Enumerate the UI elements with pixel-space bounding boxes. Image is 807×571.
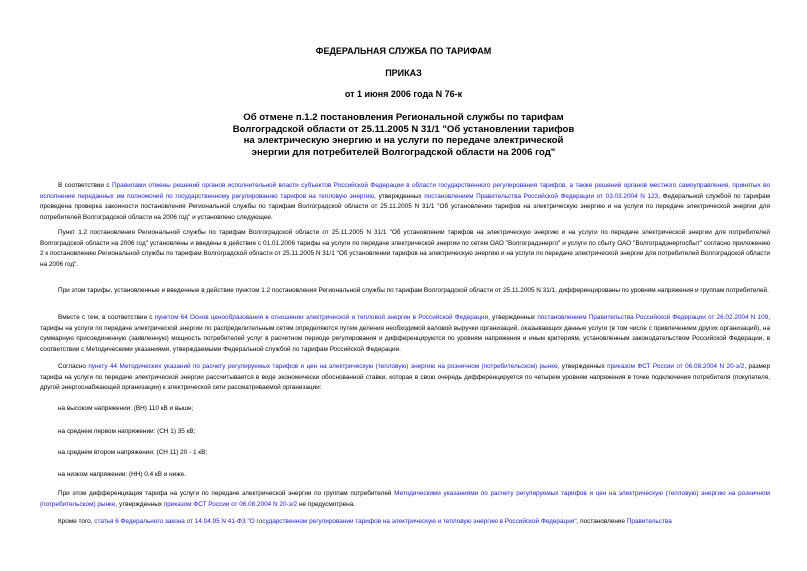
link-methodical-guidelines[interactable]: Методическими указаниями по расчету регулируемых тарифов и цен на электрическую (тепловую) энергию на розничном (потребительском) рынке [40,490,770,508]
link-federal-law-41fz-art6[interactable]: статья 6 Федерального закона от 14.04.95 N 41-ФЗ "О государственном регулировании тарифов на электрическую и тепловую энергию в Российской Федерации" [94,518,577,525]
paragraph-7: Кроме того, статья 6 Федерального закона от 14.04.95 N 41-ФЗ "О государственном регулировании тарифов на электрическую и тепловую энергию в Российской Федерации", постановление Правительства [58,518,672,525]
voltage-level-item: на высоком напряжении: (ВН) 110 кВ и выше; [58,405,194,412]
voltage-level-item: на среднем втором напряжении: (СН 11) 20 - 1 кВ; [58,449,208,456]
document-date-number: от 1 июня 2006 года N 76-к [344,89,463,99]
title-line: энергии для потребителей Волгоградской области на 2006 год" [251,146,556,158]
document-type: ПРИКАЗ [385,68,422,78]
paragraph-2: Пункт 1.2 постановления Региональной службы по тарифам Волгоградской области от 25.11.2005 N 31/1 "Об установлении тарифов на электрическую энергию и на услуги по передаче электрической энергии для потребителей Волгоградской области на 2006 год" установлены и введены в действие с 01.01.2006 тарифы на услуги по передаче электрической энергии по сетям ОАО "Волгоградэнерго" и услуги по сбыту ОАО "Волгоградэнергосбыт" согласно приложению 2 к постановлению Региональной службы по тарифам Волгоградской области от 25.11.2005 N 31/1 "Об установлении тарифов на электрическую энергию и на услуги по передаче электрической энергии для потребителей Волгоградской области на 2006 год". [40,229,770,268]
link-government-decree-109[interactable]: постановлением Правительства Российской Федерации от 26.02.2004 N 109 [537,314,769,321]
paragraph-4: Вместе с тем, в соответствии с пунктом 64 Основ ценообразования в отношении электрической и тепловой энергии в Российской Федерации, утвержденных постановлением Правительства Российской Федерации от 26.02.2004 N 109, тарифы на услуги по передаче электрической энергии по распределительным сетям определяются путем деления необходимой валовой выручки организаций, оказывающих данные услуги (в том числе с привлечением других организаций), на суммарную присоединенную (заявленную) мощность потребителей услуг в расчетном периоде регулирования и дифференцируются по уровням напряжения и иным критериям, установленным законодательством Российской Федерации, в соответствии с Методическими указаниями, утверждаемыми Федеральной службой по тарифам Российской Федерации. [40,314,770,353]
title-line: на электрическую энергию и на услуги по передаче электрической [243,135,564,147]
link-fst-order-20e2[interactable]: приказом ФСТ России от 06.08.2004 N 20-э/2 [607,363,745,370]
paragraph-5: Согласно пункту 44 Методических указаний по расчету регулируемых тарифов и цен на электрическую (тепловую) энергию на розничном (потребительском) рынке, утвержденных приказом ФСТ России от 06.08.2004 N 20-э/2, размер тарифа на услуги по передаче электрической энергии рассчитывается в виде экономически обоснованной ставки, которая в свою очередь дифференцируется по четырем уровням напряжения в точке подключения потребителя (покупателя, другой энергоснабжающей организации) к электрической сети рассматриваемой организации: [40,363,770,392]
link-pricing-basics-p64[interactable]: пунктом 64 Основ ценообразования в отношении электрической и тепловой энергии в Российской Федерации [154,314,489,321]
link-rules-cancellation[interactable]: Правилами отмены решений органов исполнительной власти субъектов Российской Федерации в области государственного регулирования тарифов, а также решений органов местного самоуправления, принятых во исполнение переданных им полномочий по государственному регулированию тарифов на тепловую энергию [40,182,771,200]
link-government[interactable]: Правительства [626,518,672,525]
title-line: Волгоградской области от 25.11.2005 N 31/1 "Об установлении тарифов [232,123,575,135]
paragraph-6: При этом дифференциация тарифа на услуги по передаче электрической энергии по группам потребителей Методическими указаниями по расчету регулируемых тарифов и цен на электрическую (тепловую) энергию на розничном (потребительском) рынке, утвержденных приказом ФСТ России от 06.08.2004 N 20-э/2 не предусмотрена. [40,490,770,508]
title-line: Об отмене п.1.2 постановления Региональной службы по тарифам [243,112,564,123]
agency-name: ФЕДЕРАЛЬНАЯ СЛУЖБА ПО ТАРИФАМ [315,46,492,56]
link-fst-order-20e2[interactable]: приказом ФСТ России от 06.08.2004 N 20-э/2 [163,500,298,508]
paragraph-3: При этом тарифы, установленные и введенные в действие пунктом 1.2 постановления Региональной службы по тарифам Волгоградской области от 25.11.2005 N 31/1, дифференцированы по уровням напряжения и группам потребителей. [58,287,769,294]
document-title [180,112,627,158]
link-methodical-guidelines-p44[interactable]: пункту 44 Методических указаний по расчету регулируемых тарифов и цен на электрическую (тепловую) энергию на розничном (потребительском) рынке [88,363,558,370]
paragraph-1: В соответствии с Правилами отмены решений органов исполнительной власти субъектов Российской Федерации в области государственного регулирования тарифов, а также решений органов местного самоуправления, принятых во исполнение переданных им полномочий по государственному регулированию тарифов на тепловую энергию, утвержденных постановлением Правительства Российской Федерации от 03.03.2004 N 123, Федеральной службой по тарифам проведена проверка законности постановления Региональной службы по тарифам Волгоградской области от 25.11.2005 N 31/1 "Об установлении тарифов на электрическую энергию и на услуги по передаче электрической энергии для потребителей Волгоградской области на 2006 год" и установлено следующее. [40,182,771,221]
voltage-level-item: на среднем первом напряжении: (СН 1) 35 кВ; [58,428,196,435]
link-government-decree-123[interactable]: постановлением Правительства Российской Федерации от 03.03.2004 N 123 [424,192,659,200]
voltage-level-item: на низком напряжении: (НН) 0,4 кВ и ниже. [58,471,186,478]
